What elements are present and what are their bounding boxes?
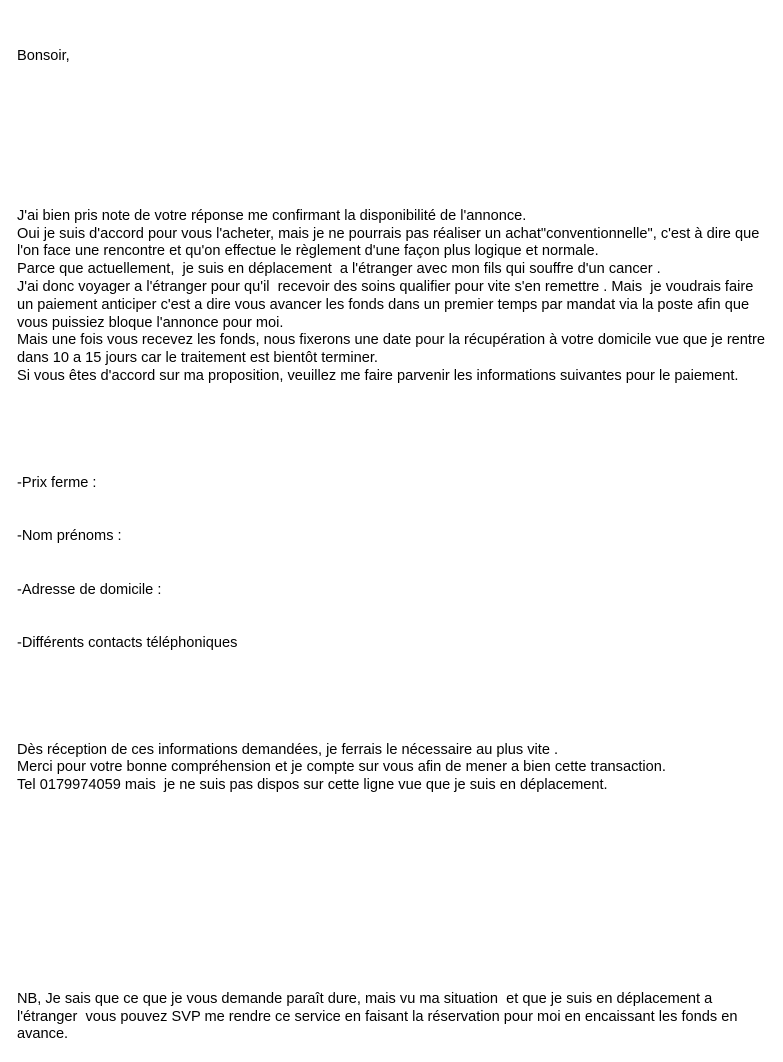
requested-field: -Nom prénoms : bbox=[17, 528, 122, 545]
email-body bbox=[17, 12, 773, 1062]
blank-line bbox=[17, 688, 773, 706]
requested-field: -Adresse de domicile : bbox=[17, 581, 162, 598]
nb-paragraph: NB, Je sais que ce que je vous demande paraît dure, mais vu ma situation et que je suis en déplacement a l'étranger vous pouvez SVP me rendre ce service en faisant la réservation pour moi en encaissant les fonds en avance. bbox=[17, 990, 742, 1043]
requested-field: -Prix ferme : bbox=[17, 474, 97, 491]
requested-field: -Différents contacts téléphoniques bbox=[17, 634, 238, 651]
blank-line bbox=[17, 831, 773, 849]
blank-line bbox=[17, 101, 773, 119]
blank-line bbox=[17, 154, 773, 172]
greeting-text: Bonsoir, bbox=[17, 47, 70, 64]
body-paragraph-main: J'ai bien pris note de votre réponse me confirmant la disponibilité de l'annonce. Oui je suis d'accord pour vous l'acheter, mais je ne pourrais pas réaliser un achat"conventionnelle", c'est à dire que l'on face une rencontre et qu'on effectue le règlement d'une façon plus logique et normale. Parce que actuellement, je suis en déplacement a l'étranger avec mon fils qui souffre d'un cancer . J'ai donc voyager a l'étranger pour qu'il recevoir des soins qualifier pour vite s'en remettre . Mais je voudrais faire un paiement anticiper c'est a dire vous avancer les fonds dans un premier temps par mandat via la poste afin que vous puissiez bloque l'annonce pour moi. Mais une fois vous recevez les fonds, nous fixerons une date pour la récupération à votre domicile vue que je rentre dans 10 a 15 jours car le traitement est bientôt terminer. Si vous êtes d'accord sur ma proposition, veuillez me faire parvenir les informations suivantes pour le paiement. bbox=[17, 207, 765, 384]
blank-line bbox=[17, 884, 773, 902]
body-paragraph-closing: Dès réception de ces informations demandées, je ferrais le nécessaire au plus vite . Merci pour votre bonne compréhension et je compte sur vous afin de mener a bien cette transaction. Tel 0179974059 mais je ne suis pas dispos sur cette ligne vue que je suis en déplacement. bbox=[17, 741, 666, 794]
blank-line bbox=[17, 937, 773, 955]
blank-line bbox=[17, 421, 773, 439]
